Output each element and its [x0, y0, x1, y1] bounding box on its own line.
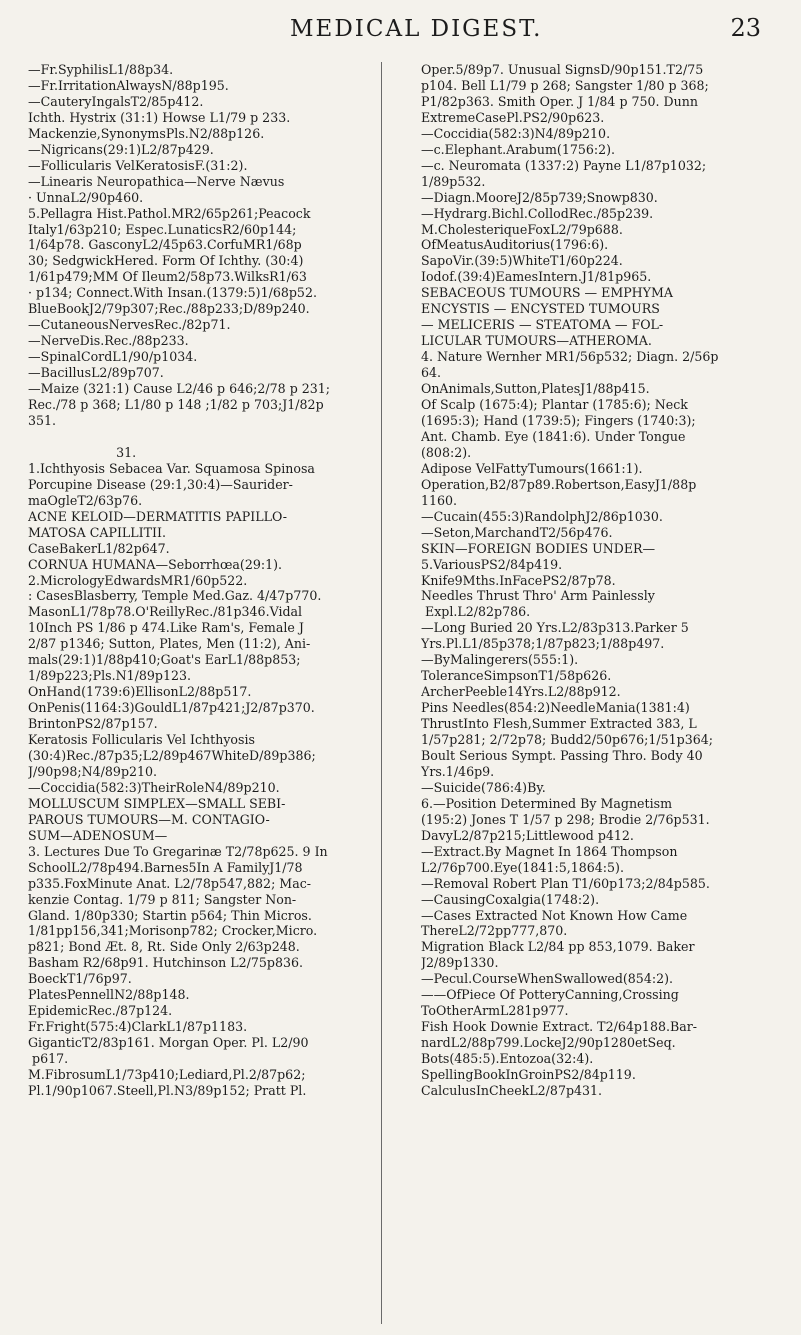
- index-line: —CausingCoxalgia(1748:2).: [421, 891, 600, 907]
- index-line: —c.Elephant.Arabum(1756:2).: [421, 141, 616, 157]
- index-line: —Cases Extracted Not Known How Came: [421, 907, 688, 923]
- index-line: Bots(485:5).Entozoa(32:4).: [421, 1051, 594, 1067]
- index-line: (808:2).: [421, 444, 472, 460]
- index-line: SEBACEOUS TUMOURS — EMPHYMA: [421, 285, 673, 301]
- index-line: ThereL2/72pp777,870.: [421, 923, 568, 939]
- index-line: Boult Serious Sympt. Passing Thro. Body 40: [421, 747, 703, 763]
- index-line: —Coccidia(582:3)N4/89p210.: [421, 125, 611, 141]
- index-line: 1/57p281; 2/72p78; Budd2/50p676;1/51p364;: [421, 732, 713, 748]
- index-line: 1/81pp156,341;Morisonp782; Crocker,Micro.: [28, 923, 318, 939]
- index-line: OfMeatusAuditorius(1796:6).: [421, 237, 609, 253]
- index-line: Gland. 1/80p330; Startin p564; Thin Micros.: [28, 907, 312, 923]
- index-line: [28, 429, 390, 445]
- index-line: SpellingBookInGroinPS2/84p119.: [421, 1067, 636, 1083]
- index-line: 1/89p532.: [421, 173, 486, 189]
- index-line: —Suicide(786:4)By.: [421, 779, 546, 795]
- index-line: ExtremeCasePl.PS2/90p623.: [421, 109, 605, 125]
- index-line: —Follicularis VelKeratosisF.(31:2).: [28, 157, 248, 173]
- index-line: Migration Black L2/84 pp 853,1079. Baker: [421, 939, 695, 955]
- left-column: [28, 62, 390, 1324]
- index-line: MasonL1/78p78.O'ReillyRec./81p346.Vidal: [28, 604, 303, 620]
- index-line: Pins Needles(854:2)NeedleMania(1381:4): [421, 700, 690, 716]
- index-line: M.CholesteriqueFoxL2/79p688.: [421, 221, 623, 237]
- index-line: —Cucain(455:3)RandolphJ2/86p1030.: [421, 508, 663, 524]
- index-line: —c. Neuromata (1337:2) Payne L1/87p1032;: [421, 157, 707, 173]
- index-line: ToleranceSimpsonT1/58p626.: [421, 668, 612, 684]
- index-line: Rec./78 p 368; L1/80 p 148 ;1/82 p 703;J1/82p: [28, 397, 324, 413]
- index-line: 6.—Position Determined By Magnetism: [421, 795, 673, 811]
- index-line: —Coccidia(582:3)TheirRoleN4/89p210.: [28, 779, 280, 795]
- index-line: GiganticT2/83p161. Morgan Oper. Pl. L2/90: [28, 1035, 309, 1051]
- index-line: P1/82p363. Smith Oper. J 1/84 p 750. Dunn: [421, 93, 698, 109]
- index-line: —Diagn.MooreJ2/85p739;Snowp830.: [421, 189, 658, 205]
- index-line: Iodof.(39:4)EamesIntern.J1/81p965.: [421, 269, 652, 285]
- index-line: 1/64p78. GasconyL2/45p63.CorfuMR1/68p: [28, 237, 302, 253]
- index-line: MATOSA CAPILLITII.: [28, 524, 166, 540]
- index-line: BlueBookJ2/79p307;Rec./88p233;D/89p240.: [28, 301, 310, 317]
- index-line: (30:4)Rec./87p35;L2/89p467WhiteD/89p386;: [28, 747, 316, 763]
- index-line: Mackenzie,SynonymsPls.N2/88p126.: [28, 125, 265, 141]
- index-line: Knife9Mths.InFacePS2/87p78.: [421, 572, 616, 588]
- right-column: [421, 62, 783, 1324]
- index-line: 1160.: [421, 492, 458, 508]
- index-line: p335.FoxMinute Anat. L2/78p547,882; Mac-: [28, 875, 312, 891]
- index-line: —Fr.IrritationAlwaysN/88p195.: [28, 77, 229, 93]
- index-line: ACNE KELOID—DERMATITIS PAPILLO-: [28, 508, 287, 524]
- index-line: Oper.5/89p7. Unusual SignsD/90p151.T2/75: [421, 62, 704, 77]
- index-line: —NerveDis.Rec./88p233.: [28, 333, 189, 349]
- index-line: —Hydrarg.Bichl.CollodRec./85p239.: [421, 205, 654, 221]
- index-line: CaseBakerL1/82p647.: [28, 540, 170, 556]
- index-line: · p134; Connect.With Insan.(1379:5)1/68p52.: [28, 285, 317, 301]
- index-line: PlatesPennellN2/88p148.: [28, 987, 190, 1003]
- index-line: 3. Lectures Due To Gregarinæ T2/78p625. 9 In: [28, 843, 328, 859]
- index-line: PAROUS TUMOURS—M. CONTAGIO-: [28, 811, 270, 827]
- index-line: 2/87 p1346; Sutton, Plates, Men (11:2), Ani-: [28, 636, 311, 652]
- index-line: BoeckT1/76p97.: [28, 971, 132, 987]
- index-line: —Nigricans(29:1)L2/87p429.: [28, 141, 214, 157]
- text-columns: [28, 62, 783, 1324]
- index-line: Fish Hook Downie Extract. T2/64p188.Bar-: [421, 1019, 698, 1035]
- index-line: L2/76p700.Eye(1841:5,1864:5).: [421, 859, 624, 875]
- index-line: 5.Pellagra Hist.Pathol.MR2/65p261;Peacock: [28, 205, 311, 221]
- index-line: OnAnimals,Sutton,PlatesJ1/88p415.: [421, 381, 650, 397]
- index-line: CalculusInCheekL2/87p431.: [421, 1083, 603, 1098]
- index-line: Yrs.1/46p9.: [421, 763, 495, 779]
- index-line: 1/89p223;Pls.N1/89p123.: [28, 668, 191, 684]
- index-line: ——OfPiece Of PotteryCanning,Crossing: [421, 987, 679, 1003]
- index-line: —BacillusL2/89p707.: [28, 365, 164, 381]
- index-line: 31.: [28, 444, 137, 460]
- index-line: OnHand(1739:6)EllisonL2/88p517.: [28, 684, 252, 700]
- index-line: p821; Bond Æt. 8, Rt. Side Only 2/63p248.: [28, 939, 300, 955]
- column-divider: [381, 62, 382, 1324]
- index-line: 5.VariousPS2/84p419.: [421, 556, 563, 572]
- index-line: mals(29:1)1/88p410;Goat's EarL1/88p853;: [28, 652, 301, 668]
- index-line: —Fr.SyphilisL1/88p34.: [28, 62, 174, 77]
- running-title: MEDICAL DIGEST.: [290, 16, 543, 42]
- index-line: 30; SedgwickHered. Form Of Ichthy. (30:4): [28, 253, 304, 269]
- index-line: Operation,B2/87p89.Robertson,EasyJ1/88p: [421, 476, 697, 492]
- index-line: —SpinalCordL1/90/p1034.: [28, 349, 198, 365]
- page-header: [150, 10, 761, 44]
- index-line: p617.: [28, 1051, 69, 1067]
- index-line: nardL2/88p799.LockeJ2/90p1280etSeq.: [421, 1035, 676, 1051]
- index-line: —CutaneousNervesRec./82p71.: [28, 317, 231, 333]
- index-line: DavyL2/87p215;Littlewood p412.: [421, 827, 634, 843]
- index-line: 351.: [28, 412, 57, 428]
- index-line: Ant. Chamb. Eye (1841:6). Under Tongue: [421, 428, 686, 444]
- index-line: LICULAR TUMOURS—ATHEROMA.: [421, 333, 652, 349]
- index-line: BrintonPS2/87p157.: [28, 716, 158, 732]
- index-line: ThrustInto Flesh,Summer Extracted 383, L: [421, 716, 697, 732]
- index-line: —Linearis Neuropathica—Nerve Nævus: [28, 173, 285, 189]
- index-line: SchoolL2/78p494.Barnes5In A FamilyJ1/78: [28, 859, 303, 875]
- index-line: SUM—ADENOSUM—: [28, 827, 168, 843]
- index-line: Needles Thrust Thro' Arm Painlessly: [421, 588, 655, 604]
- index-line: —Seton,MarchandT2/56p476.: [421, 524, 613, 540]
- index-line: kenzie Contag. 1/79 p 811; Sangster Non-: [28, 891, 297, 907]
- index-line: SapoVir.(39:5)WhiteT1/60p224.: [421, 253, 623, 269]
- index-line: Porcupine Disease (29:1,30:4)—Saurider-: [28, 476, 293, 492]
- index-line: 64.: [421, 365, 442, 381]
- index-line: —Long Buried 20 Yrs.L2/83p313.Parker 5: [421, 620, 689, 636]
- index-line: Italy1/63p210; Espec.LunaticsR2/60p144;: [28, 221, 297, 237]
- index-line: OnPenis(1164:3)GouldL1/87p421;J2/87p370.: [28, 700, 315, 716]
- index-line: Ichth. Hystrix (31:1) Howse L1/79 p 233.: [28, 109, 291, 125]
- index-line: —CauteryIngalsT2/85p412.: [28, 93, 204, 109]
- index-line: Yrs.Pl.L1/85p378;1/87p823;1/88p497.: [421, 636, 665, 652]
- index-line: Of Scalp (1675:4); Plantar (1785:6); Neck: [421, 397, 688, 413]
- index-line: Basham R2/68p91. Hutchinson L2/75p836.: [28, 955, 304, 971]
- index-line: ENCYSTIS — ENCYSTED TUMOURS: [421, 301, 660, 317]
- index-line: (195:2) Jones T 1/57 p 298; Brodie 2/76p531.: [421, 811, 710, 827]
- index-line: —Maize (321:1) Cause L2/46 p 646;2/78 p 231;: [28, 381, 331, 397]
- index-line: —Pecul.CourseWhenSwallowed(854:2).: [421, 971, 674, 987]
- index-line: 2.MicrologyEdwardsMR1/60p522.: [28, 572, 248, 588]
- index-line: Keratosis Follicularis Vel Ichthyosis: [28, 732, 255, 748]
- index-line: CORNUA HUMANA—Seborrhœa(29:1).: [28, 556, 283, 572]
- index-line: —ByMalingerers(555:1).: [421, 652, 579, 668]
- index-line: M.FibrosumL1/73p410;Lediard,Pl.2/87p62;: [28, 1067, 306, 1083]
- index-line: EpidemicRec./87p124.: [28, 1003, 173, 1019]
- index-line: 10Inch PS 1/86 p 474.Like Ram's, Female J: [28, 620, 304, 636]
- index-line: 4. Nature Wernher MR1/56p532; Diagn. 2/56p: [421, 349, 719, 365]
- index-line: —Removal Robert Plan T1/60p173;2/84p585.: [421, 875, 710, 891]
- page-number: 23: [730, 14, 761, 42]
- index-line: J/90p98;N4/89p210.: [28, 763, 158, 779]
- index-line: MOLLUSCUM SIMPLEX—SMALL SEBI-: [28, 795, 286, 811]
- index-line: ToOtherArmL281p977.: [421, 1003, 569, 1019]
- index-line: 1/61p479;MM Of Ileum2/58p73.WilksR1/63: [28, 269, 307, 285]
- index-line: : CasesBlasberry, Temple Med.Gaz. 4/47p770.: [28, 588, 322, 604]
- index-line: SKIN—FOREIGN BODIES UNDER—: [421, 540, 656, 556]
- index-line: J2/89p1330.: [421, 955, 499, 971]
- index-line: Expl.L2/82p786.: [421, 604, 531, 620]
- index-line: p104. Bell L1/79 p 268; Sangster 1/80 p 368;: [421, 77, 709, 93]
- index-line: — MELICERIS — STEATOMA — FOL-: [421, 317, 664, 333]
- index-line: 1.Ichthyosis Sebacea Var. Squamosa Spinosa: [28, 460, 315, 476]
- index-line: Pl.1/90p1067.Steell,Pl.N3/89p152; Pratt Pl.: [28, 1083, 307, 1098]
- index-line: —Extract.By Magnet In 1864 Thompson: [421, 843, 678, 859]
- index-line: Fr.Fright(575:4)ClarkL1/87p1183.: [28, 1019, 248, 1035]
- index-line: (1695:3); Hand (1739:5); Fingers (1740:3);: [421, 412, 696, 428]
- index-line: maOgleT2/63p76.: [28, 492, 143, 508]
- index-line: ArcherPeeble14Yrs.L2/88p912.: [421, 684, 621, 700]
- index-line: · UnnaL2/90p460.: [28, 189, 144, 205]
- index-line: Adipose VelFattyTumours(1661:1).: [421, 460, 643, 476]
